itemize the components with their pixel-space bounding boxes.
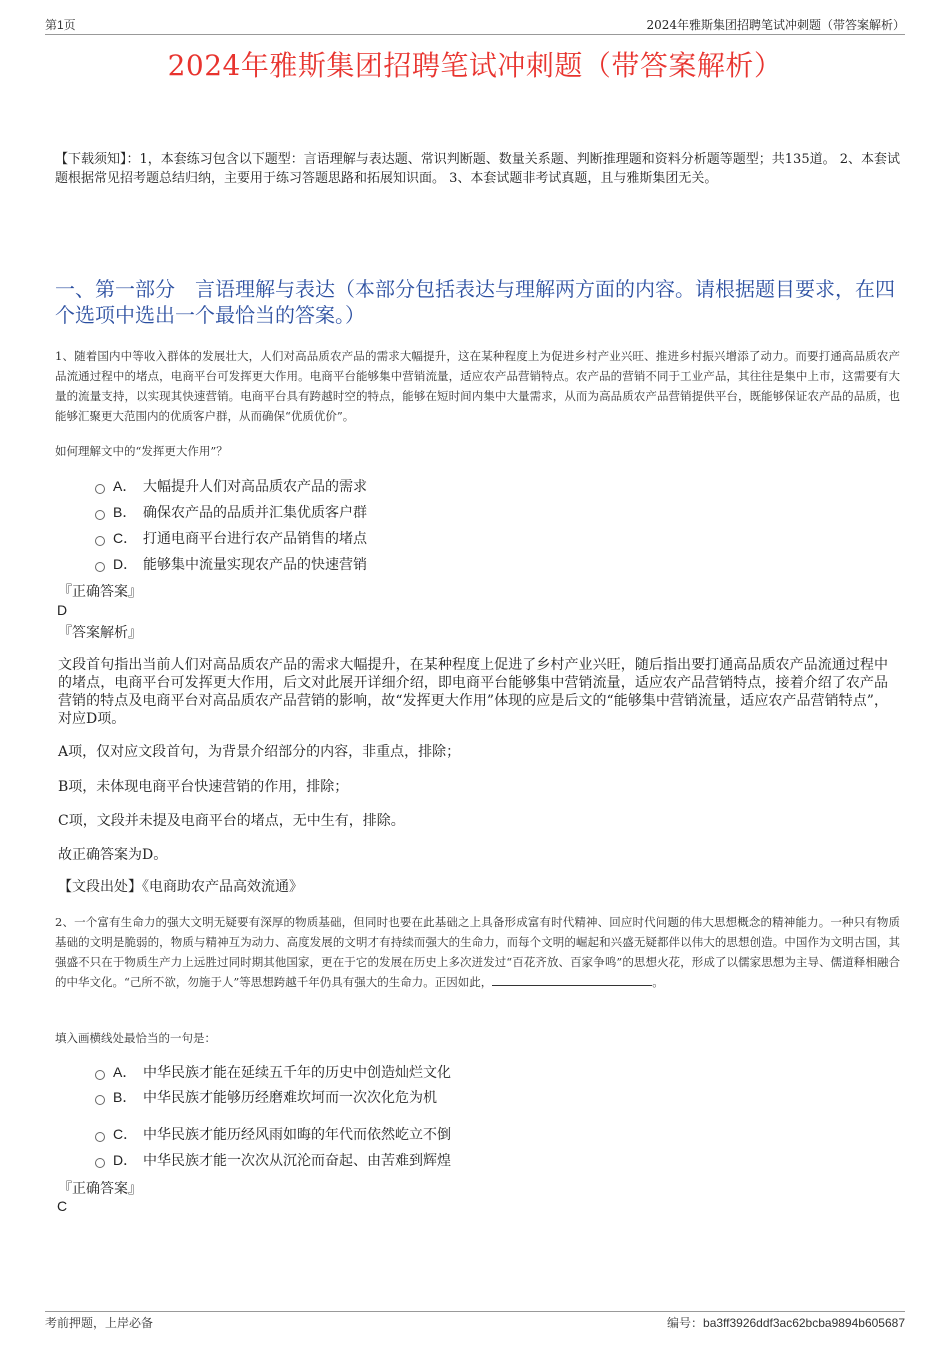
section-heading: 一、第一部分 言语理解与表达（本部分包括表达与理解两方面的内容。请根据题目要求，在四个选项中选出一个最恰当的答案。）: [55, 277, 895, 327]
q1-answer: D: [57, 602, 68, 618]
fill-blank: [492, 973, 652, 986]
q2-question: 填入画横线处最恰当的一句是：: [55, 1031, 216, 1045]
q1-option-c[interactable]: C． 打通电商平台进行农产品销售的堵点: [95, 528, 367, 548]
page-number: 第1页: [45, 18, 76, 32]
q1-analysis-a: A项，仅对应文段首句，为背景介绍部分的内容，非重点，排除；: [58, 744, 461, 760]
q1-option-a[interactable]: A． 大幅提升人们对高品质农产品的需求: [95, 476, 367, 496]
header-rule: [45, 34, 905, 35]
radio-icon[interactable]: [95, 536, 105, 546]
footer-slogan: 考前押题，上岸必备: [45, 1316, 154, 1330]
q1-answer-label: 『正确答案』: [58, 584, 142, 600]
q1-conclusion: 故正确答案为D。: [58, 847, 168, 863]
q1-passage: 1、随着国内中等收入群体的发展壮大，人们对高品质农产品的需求大幅提升，这在某种程度上为促进乡村产业兴旺、推进乡村振兴增添了动力。而要打通高品质农产品流通过程中的堵点，电商平台可发挥更大作用。电商平台能够集中营销流量，适应农产品营销特点。农产品的营销不同于工业产品，其往往是集中上市，这需要有大量的流量支持，以实现其快速营销。电商平台具有跨越时空的特点，能够在短时间内集中大量需求，从而为高品质农产品营销提供平台，既能够保证农产品的品质，也能够汇聚更大范围内的优质客户群，从而确保“优质优价”。: [55, 349, 900, 423]
page-title: 2024年雅斯集团招聘笔试冲刺题（带答案解析）: [167, 49, 783, 82]
q2-answer: C: [57, 1198, 68, 1214]
radio-icon[interactable]: [95, 484, 105, 494]
radio-icon[interactable]: [95, 1132, 105, 1142]
q1-analysis-label: 『答案解析』: [58, 625, 142, 641]
download-notice: 【下载须知】：1，本套练习包含以下题型：言语理解与表达题、常识判断题、数量关系题、判断推理题和资料分析题等题型；共135道。 2、本套试题根据常见招考题总结归纳，主要用于练习答题思路和拓展知识面。 3、本套试题非考试真题，且与雅斯集团无关。: [55, 152, 900, 186]
radio-icon[interactable]: [95, 1158, 105, 1168]
q2-option-a[interactable]: A． 中华民族才能在延续五千年的历史中创造灿烂文化: [95, 1062, 451, 1082]
radio-icon[interactable]: [95, 562, 105, 572]
q2-option-c[interactable]: C． 中华民族才能历经风雨如晦的年代而依然屹立不倒: [95, 1124, 451, 1144]
q2-passage: 2、一个富有生命力的强大文明无疑要有深厚的物质基础，但同时也要在此基础之上具备形成富有时代精神、回应时代问题的伟大思想概念的精神能力。一种只有物质基础的文明是脆弱的，物质与精神互为动力、高度发展的文明才有持续而强大的生命力，而每个文明的崛起和兴盛无疑都伴以伟大的思想创造。中国作为文明古国，其强盛不只在于物质生产力上远胜过同时期其他国家，更在于它的发展在历史上多次迸发过“百花齐放、百家争鸣”的思想火花，形成了以儒家思想为主导、儒道释相融合的中华文化。“己所不欲，勿施于人”等思想跨越千年仍具有强大的生命力。正因如此， 。: [55, 915, 900, 989]
q2-option-d[interactable]: D． 中华民族才能一次次从沉沦而奋起、由苦难到辉煌: [95, 1150, 451, 1170]
radio-icon[interactable]: [95, 510, 105, 520]
q1-analysis-b: B项，未体现电商平台快速营销的作用，排除；: [58, 779, 349, 795]
q1-source: 【文段出处】《电商助农产品高效流通》: [58, 879, 303, 895]
q1-analysis-c: C项，文段并未提及电商平台的堵点，无中生有，排除。: [58, 813, 405, 829]
header-doc-title: 2024年雅斯集团招聘笔试冲刺题（带答案解析）: [646, 18, 905, 32]
radio-icon[interactable]: [95, 1095, 105, 1105]
q1-analysis: 文段首句指出当前人们对高品质农产品的需求大幅提升，在某种程度上促进了乡村产业兴旺，随后指出要打通高品质农产品流通过程中的堵点，电商平台可发挥更大作用，后文对此展开详细介绍，即电商平台能够集中营销流量，适应农产品营销特点，接着介绍了农产品营销的特点及电商平台对高品质农产品营销的影响，故“发挥更大作用”体现的应是后文的“能够集中营销流量，适应农产品营销特点”，对应D项。: [58, 657, 888, 727]
q2-option-b[interactable]: B． 中华民族才能够历经磨难坎坷而一次次化危为机: [95, 1087, 437, 1107]
q2-answer-label: 『正确答案』: [58, 1181, 142, 1197]
radio-icon[interactable]: [95, 1070, 105, 1080]
footer-code: 编号：ba3ff3926ddf3ac62bcba9894b605687: [667, 1316, 905, 1330]
q1-option-d[interactable]: D． 能够集中流量实现农产品的快速营销: [95, 554, 367, 574]
q1-option-b[interactable]: B． 确保农产品的品质并汇集优质客户群: [95, 502, 367, 522]
q1-question: 如何理解文中的“发挥更大作用”？: [55, 444, 228, 458]
footer-rule: [45, 1311, 905, 1312]
